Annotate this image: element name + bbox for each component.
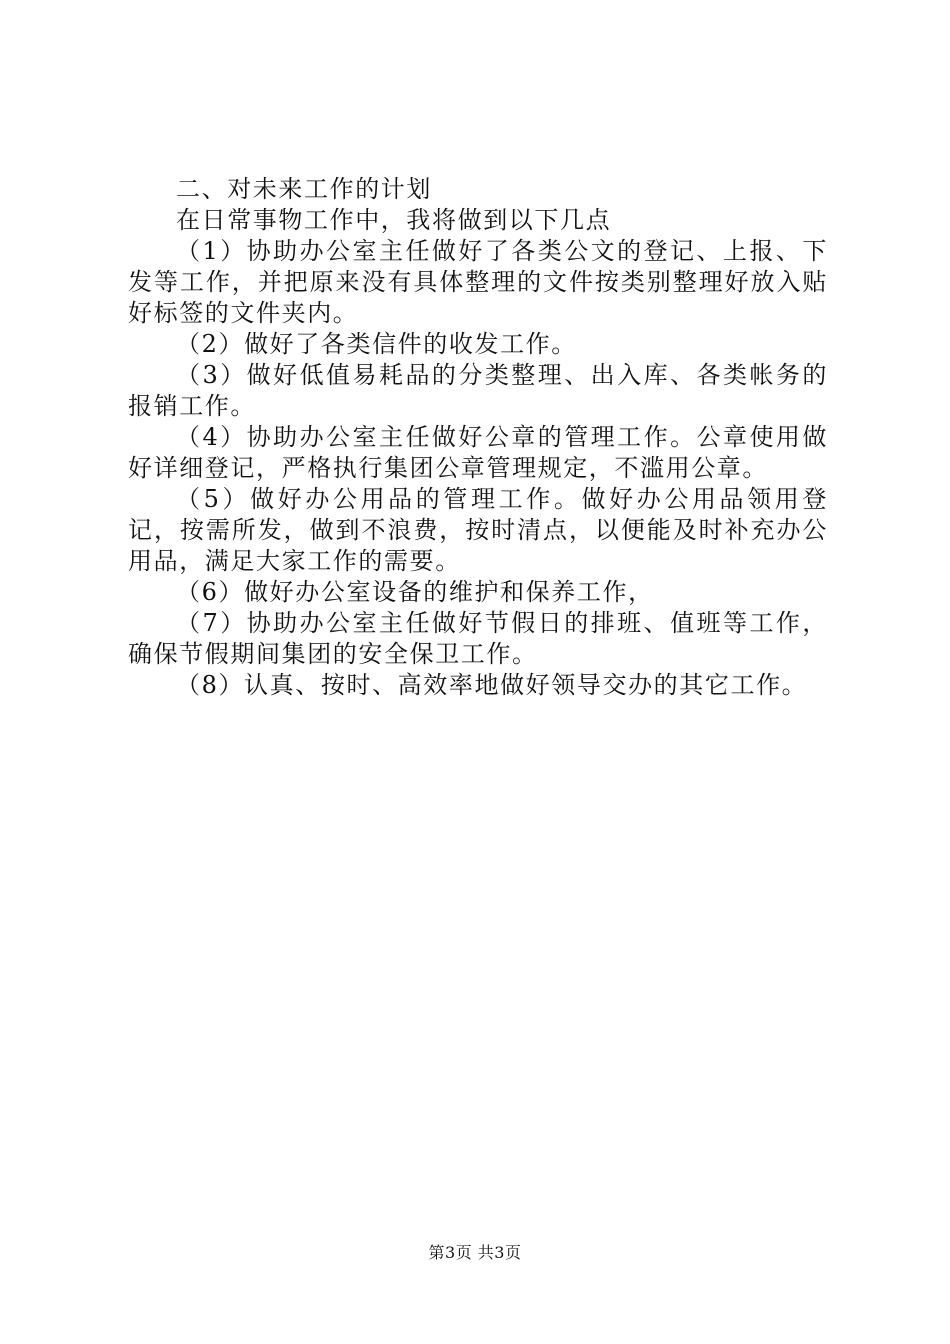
list-item: （8）认真、按时、高效率地做好领导交办的其它工作。 bbox=[176, 671, 808, 699]
list-item: （5）做好办公用品的管理工作。做好办公用品领用登记，按需所发，做到不浪费，按时清点，以便能及时补充办公用品，满足大家工作的需要。 bbox=[128, 485, 828, 575]
list-item: （2）做好了各类信件的收发工作。 bbox=[176, 330, 577, 358]
section-heading: 二、对未来工作的计划 bbox=[176, 175, 432, 203]
list-item: （6）做好办公室设备的维护和保养工作， bbox=[176, 578, 654, 606]
intro-paragraph: 在日常事物工作中，我将做到以下几点 bbox=[176, 206, 612, 234]
list-item: （4）协助办公室主任做好公章的管理工作。公章使用做好详细登记，严格执行集团公章管理规定，不滥用公章。 bbox=[128, 423, 828, 482]
list-item: （7）协助办公室主任做好节假日的排班、值班等工作，确保节假期间集团的安全保卫工作。 bbox=[128, 609, 828, 668]
list-item: （1）协助办公室主任做好了各类公文的登记、上报、下发等工作，并把原来没有具体整理的文件按类别整理好放入贴好标签的文件夹内。 bbox=[128, 237, 828, 327]
page-number-footer: 第3页 共3页 bbox=[428, 1243, 522, 1262]
list-item: （3）做好低值易耗品的分类整理、出入库、各类帐务的报销工作。 bbox=[128, 361, 828, 420]
document-body bbox=[128, 174, 828, 701]
